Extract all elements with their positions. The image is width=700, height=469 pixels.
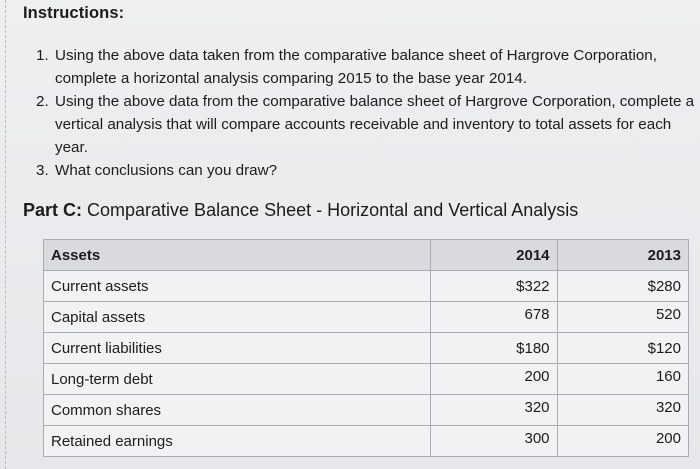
value-text: 320	[655, 398, 681, 416]
value-2014	[431, 302, 558, 333]
row-label: Retained earnings	[44, 426, 431, 457]
instructions-list	[36, 44, 700, 182]
table-row	[44, 426, 689, 457]
value-2013: $280	[557, 271, 688, 302]
value-text: 200	[655, 429, 681, 447]
value-text: 520	[655, 305, 681, 323]
instruction-line: What conclusions can you draw?	[55, 162, 278, 179]
instruction-number: 3.	[36, 162, 49, 179]
instructions-heading: Instructions:	[23, 4, 125, 22]
instruction-line: Using the above data from the comparative balance sheet of Hargrove Corporation, complete a	[55, 93, 695, 110]
instruction-item-1	[36, 44, 700, 90]
instruction-line: year.	[55, 139, 88, 156]
value-text: 678	[524, 305, 550, 323]
row-label: Capital assets	[44, 302, 431, 333]
instruction-item-3	[36, 159, 700, 182]
header-2014: 2014	[431, 240, 558, 271]
value-2014: $180	[431, 333, 558, 364]
margin-rule	[5, 0, 6, 469]
value-2014: $322	[431, 271, 558, 302]
instruction-number: 2.	[36, 93, 49, 110]
value-2014	[431, 364, 558, 395]
value-2013	[557, 395, 688, 426]
table-row	[44, 302, 689, 333]
value-text: 320	[524, 398, 550, 416]
value-text: 200	[524, 367, 550, 385]
table-header-row	[44, 240, 689, 271]
value-2013	[557, 364, 688, 395]
row-label: Current assets	[44, 271, 431, 302]
instruction-number: 1.	[36, 47, 49, 64]
value-text: 160	[655, 367, 681, 385]
value-2014	[431, 395, 558, 426]
value-2013	[557, 302, 688, 333]
instruction-line: Using the above data taken from the comparative balance sheet of Hargrove Corporation,	[55, 47, 657, 64]
row-label: Current liabilities	[44, 333, 431, 364]
instruction-line: complete a horizontal analysis comparing 2015 to the base year 2014.	[55, 70, 527, 87]
header-assets: Assets	[44, 240, 431, 271]
instruction-line: vertical analysis that will compare accounts receivable and inventory to total assets for each	[55, 116, 672, 133]
row-label: Common shares	[44, 395, 431, 426]
table-row	[44, 333, 689, 364]
table-row	[44, 364, 689, 395]
instruction-item-2	[36, 90, 700, 159]
balance-sheet-table	[43, 239, 689, 457]
table-row	[44, 271, 689, 302]
row-label: Long-term debt	[44, 364, 431, 395]
value-2013: $120	[557, 333, 688, 364]
value-text: 300	[524, 429, 550, 447]
value-2013	[557, 426, 688, 457]
value-2014	[431, 426, 558, 457]
header-2013: 2013	[557, 240, 688, 271]
table-row	[44, 395, 689, 426]
section-title	[23, 200, 578, 221]
section-title-text: Comparative Balance Sheet - Horizontal and Vertical Analysis	[82, 200, 579, 220]
section-title-prefix: Part C:	[23, 200, 83, 220]
